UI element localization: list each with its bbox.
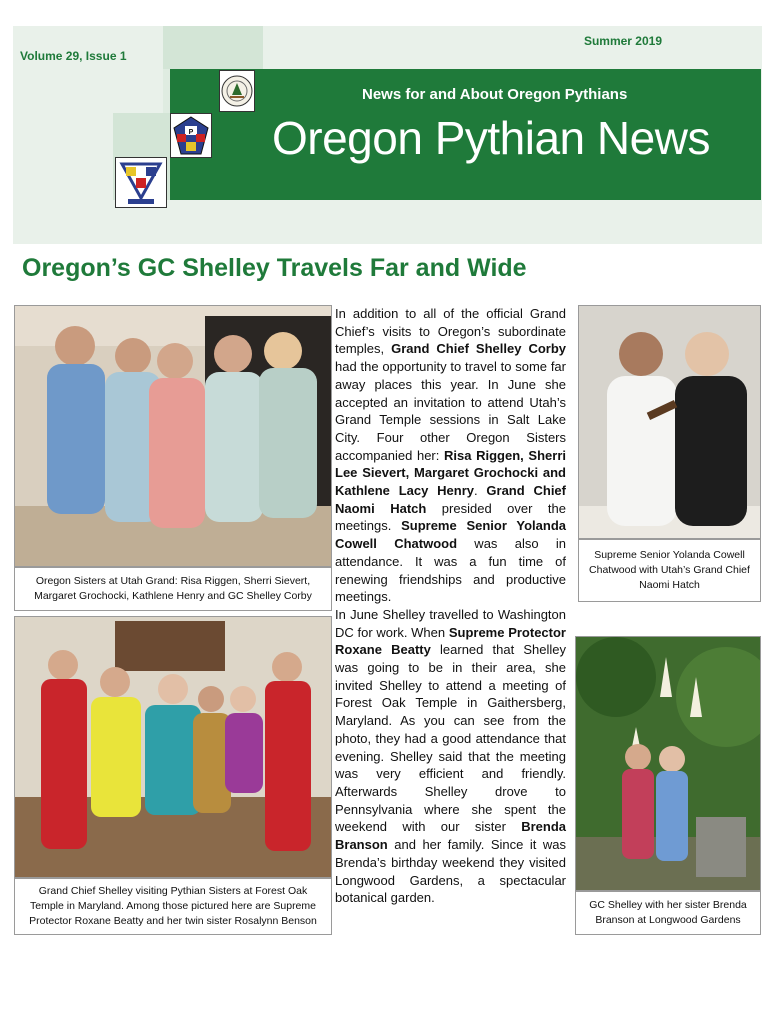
bold-name-text: Brenda Branson (335, 819, 566, 853)
tagline: News for and About Oregon Pythians (362, 86, 628, 103)
caption-forest-oak-text: Grand Chief Shelley visiting Pythian Sisters at Forest Oak Temple in Maryland. Among those pictured here are Supreme Protector Roxane Beatty and her twin sister Rosalynn Benson (29, 885, 317, 927)
caption-supreme-senior-text: Supreme Senior Yolanda Cowell Chatwood with Utah’s Grand Chief Naomi Hatch (589, 549, 750, 591)
bold-name-text: Risa Riggen, Sherri Lee Sievert, Margaret Grochocki and Kathlene Lacy Henry (335, 447, 566, 499)
body-text-run: and her family. Since it was Brenda’s birthday weekend they visited Longwood Gardens, a spectacular botanical garden. (335, 837, 566, 906)
caption-forest-oak-temple (14, 878, 332, 935)
caption-utah-grand (14, 567, 332, 611)
bold-name-text: Grand Chief Naomi Hatch (335, 483, 566, 516)
pythian-knights-logo (170, 113, 212, 158)
bold-name-text: Grand Chief Shelley Corby (391, 341, 567, 357)
photo-longwood-gardens (575, 636, 761, 891)
article-paragraph-maryland (335, 606, 566, 907)
article-body (335, 305, 566, 907)
body-text-run: learned that Shelley was going to be in their area, she invited Shelley to attend a meeting of Forest Oak Temple in Gaithersberg, Maryland. As you can see from the photo, they had a good attendance that evening. Shelley said that the meeting was very efficient and friendly. Afterwards Shelley drove to Pennsylvania where she spent the weekend with our sister (335, 642, 566, 835)
svg-text:P: P (188, 129, 194, 136)
photo-supreme-senior (578, 305, 761, 539)
bold-name-text: Supreme Protector Roxane Beatty (335, 624, 566, 658)
body-text-run: had the opportunity to travel to some far away places this year. In June she accepted an invitation to attend Utah’s Grand Temple sessions in Salt Lake City. Four other Oregon Sisters accompanied her: (335, 359, 566, 463)
caption-supreme-senior (578, 539, 761, 602)
photo-utah-grand (14, 305, 332, 567)
pythian-seal-logo (219, 70, 255, 112)
photo-forest-oak-temple (14, 616, 332, 878)
pythian-sisters-logo (115, 157, 167, 208)
article-paragraph-utah (335, 305, 566, 606)
issue-volume: Volume 29, Issue 1 (20, 49, 127, 63)
newsletter-title: Oregon Pythian News (272, 112, 710, 164)
body-text-run: In addition to all of the official Grand Chief’s visits to Oregon’s subordinate temples, (335, 306, 566, 357)
issue-season: Summer 2019 (583, 34, 662, 48)
caption-longwood-text: GC Shelley with her sister Brenda Branson at Longwood Gardens (589, 899, 747, 926)
caption-utah-grand-text: Oregon Sisters at Utah Grand: Risa Riggen, Sherri Sievert, Margaret Grochocki, Kathlene Henry and GC Shelley Corby (34, 575, 312, 602)
body-text-run: . (473, 483, 487, 499)
article-headline: Oregon’s GC Shelley Travels Far and Wide (22, 254, 527, 282)
body-text-run: In June Shelley travelled to Washington DC for work. When (335, 606, 566, 640)
decor-tile (163, 26, 263, 70)
caption-longwood-gardens (575, 891, 761, 935)
body-text-run: was also in attendance. It was a fun time of renewing friendships and productive meetings. (335, 536, 566, 605)
body-text-run: presided over the meetings. (335, 500, 566, 534)
bold-name-text: Supreme Senior Yolanda Cowell Chatwood (335, 518, 566, 552)
